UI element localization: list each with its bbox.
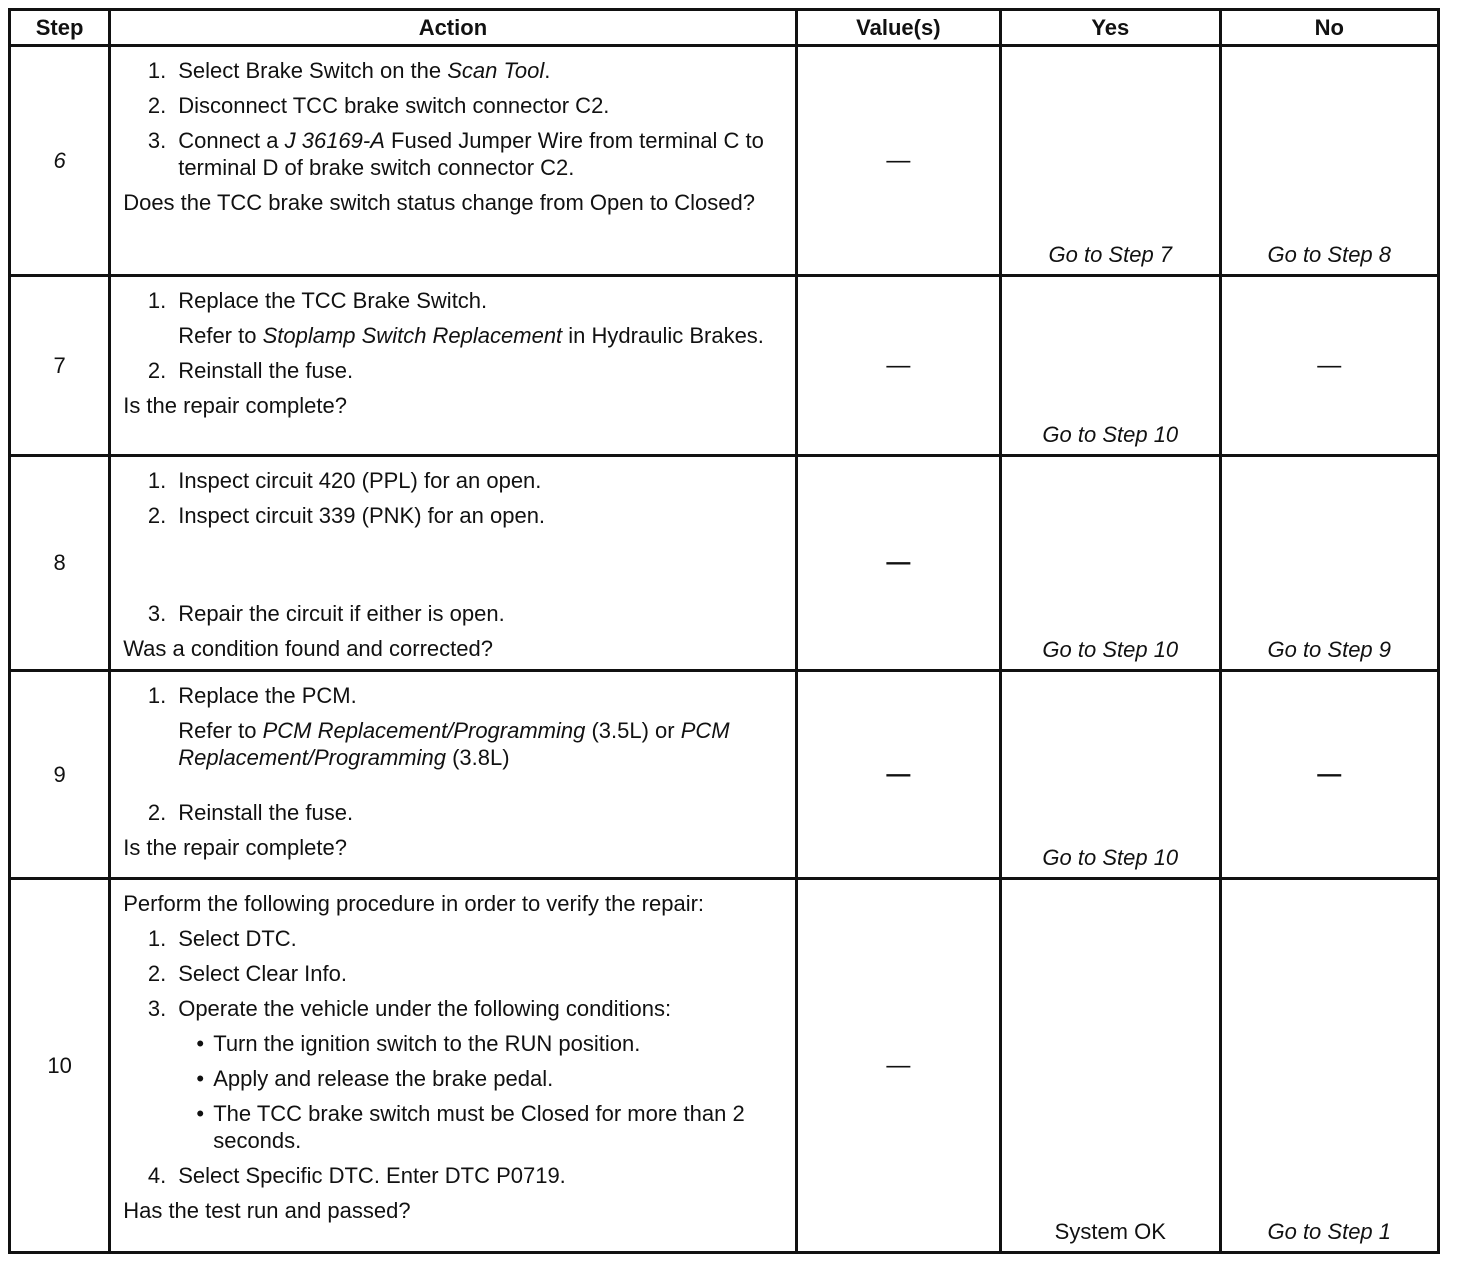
bullet-item	[123, 1100, 780, 1154]
action-item	[123, 799, 780, 826]
item-text: Inspect circuit 339 (PNK) for an open.	[178, 503, 546, 528]
spacer	[123, 779, 780, 799]
action-question: Does the TCC brake switch status change from Open to Closed?	[123, 190, 755, 215]
header-yes: Yes	[1001, 10, 1220, 46]
bullet-icon: •	[196, 1066, 205, 1091]
step-number: 8	[10, 456, 110, 671]
item-text: Repair the circuit if either is open.	[178, 601, 505, 626]
header-step: Step	[10, 10, 110, 46]
item-text: Select Specific DTC. Enter DTC P0719.	[178, 1163, 566, 1188]
action-item	[123, 925, 780, 952]
action-item	[123, 92, 780, 119]
bullet-icon: •	[196, 1101, 205, 1126]
spacer	[123, 537, 780, 600]
action-item	[123, 1162, 780, 1189]
no-cell: Go to Step 1	[1220, 879, 1438, 1253]
value-cell: —	[796, 671, 1000, 879]
bullet-text: The TCC brake switch must be Closed for more than 2 seconds.	[213, 1101, 745, 1153]
step-row-6	[10, 46, 1439, 276]
action-item	[123, 467, 780, 494]
action-item	[123, 127, 780, 181]
action-question: Is the repair complete?	[123, 835, 347, 860]
diagnostic-table	[8, 8, 1440, 1254]
action-question: Has the test run and passed?	[123, 1198, 411, 1223]
item-number: 4.	[147, 1163, 167, 1188]
value-cell: —	[796, 276, 1000, 456]
action-item	[123, 357, 780, 384]
value-cell: —	[796, 879, 1000, 1253]
item-text: Inspect circuit 420 (PPL) for an open.	[178, 468, 542, 493]
item-number: 1.	[147, 468, 167, 493]
item-text: Operate the vehicle under the following conditions:	[178, 996, 672, 1021]
bullet-item	[123, 1030, 780, 1057]
bullet-item	[123, 1065, 780, 1092]
bullet-text: Turn the ignition switch to the RUN position.	[213, 1031, 641, 1056]
item-text: Reinstall the fuse.	[178, 800, 354, 825]
action-question: Was a condition found and corrected?	[123, 636, 493, 661]
no-cell: —	[1220, 276, 1438, 456]
item-text: Replace the PCM.	[178, 683, 357, 708]
step-number: 9	[10, 671, 110, 879]
item-number: 1.	[147, 683, 167, 708]
item-number: 3.	[147, 128, 167, 153]
item-number: 3.	[147, 601, 167, 626]
action-subtext: Refer to Stoplamp Switch Replacement in Hydraulic Brakes.	[178, 323, 764, 348]
action-item	[123, 287, 780, 314]
header-row	[10, 10, 1439, 46]
action-item	[123, 995, 780, 1022]
yes-cell: Go to Step 10	[1001, 456, 1220, 671]
yes-cell: Go to Step 10	[1001, 276, 1220, 456]
action-cell	[110, 879, 796, 1253]
value-cell: —	[796, 456, 1000, 671]
item-text: Select Clear Info.	[178, 961, 347, 986]
action-item	[123, 57, 780, 84]
item-number: 3.	[147, 996, 167, 1021]
no-cell: Go to Step 9	[1220, 456, 1438, 671]
item-text: Connect a J 36169-A Fused Jumper Wire from terminal C to terminal D of brake switch connector C2.	[178, 128, 764, 180]
action-cell	[110, 456, 796, 671]
header-action: Action	[110, 10, 796, 46]
item-number: 2.	[147, 800, 167, 825]
action-question: Is the repair complete?	[123, 393, 347, 418]
bullet-text: Apply and release the brake pedal.	[213, 1066, 554, 1091]
step-row-10	[10, 879, 1439, 1253]
item-text: Disconnect TCC brake switch connector C2.	[178, 93, 610, 118]
item-number: 2.	[147, 93, 167, 118]
item-number: 2.	[147, 961, 167, 986]
step-number: 7	[10, 276, 110, 456]
item-text: Replace the TCC Brake Switch.	[178, 288, 488, 313]
action-cell	[110, 671, 796, 879]
action-item	[123, 502, 780, 529]
action-cell	[110, 46, 796, 276]
item-text: Select Brake Switch on the Scan Tool.	[178, 58, 551, 83]
step-number: 10	[10, 879, 110, 1253]
item-text: Select DTC.	[178, 926, 297, 951]
action-item	[123, 682, 780, 709]
step-row-9	[10, 671, 1439, 879]
step-row-8	[10, 456, 1439, 671]
item-number: 2.	[147, 503, 167, 528]
action-cell	[110, 276, 796, 456]
bullet-icon: •	[196, 1031, 205, 1056]
step-row-7	[10, 276, 1439, 456]
step-number: 6	[10, 46, 110, 276]
item-number: 1.	[147, 288, 167, 313]
item-number: 1.	[147, 58, 167, 83]
item-number: 2.	[147, 358, 167, 383]
item-number: 1.	[147, 926, 167, 951]
action-item	[123, 960, 780, 987]
no-cell: Go to Step 8	[1220, 46, 1438, 276]
header-no: No	[1220, 10, 1438, 46]
no-cell: —	[1220, 671, 1438, 879]
value-cell: —	[796, 46, 1000, 276]
yes-cell: System OK	[1001, 879, 1220, 1253]
action-intro: Perform the following procedure in order to verify the repair:	[123, 891, 705, 916]
item-text: Reinstall the fuse.	[178, 358, 354, 383]
action-subtext: Refer to PCM Replacement/Programming (3.5L) or PCM Replacement/Programming (3.8L)	[178, 718, 730, 770]
action-item	[123, 600, 780, 627]
yes-cell: Go to Step 7	[1001, 46, 1220, 276]
yes-cell: Go to Step 10	[1001, 671, 1220, 879]
header-values: Value(s)	[796, 10, 1000, 46]
